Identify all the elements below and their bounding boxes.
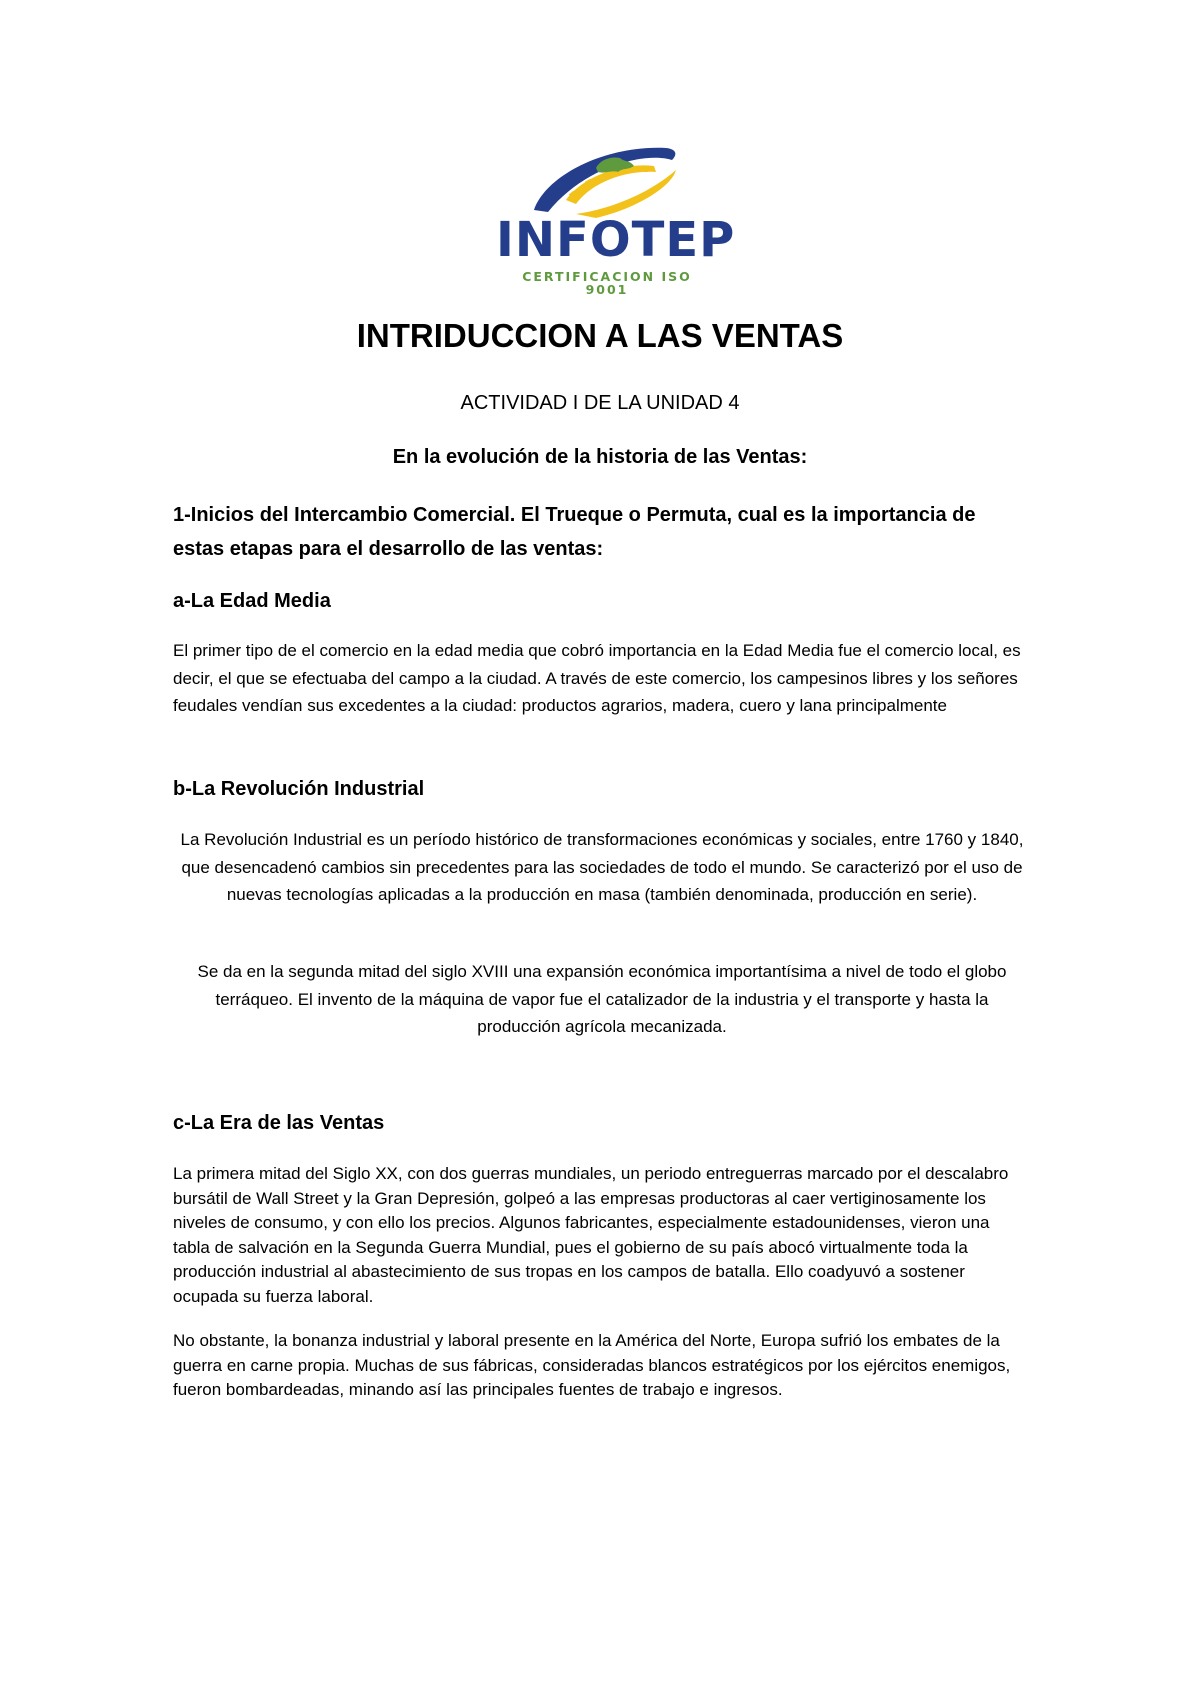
paragraph-era-ventas-1: La primera mitad del Siglo XX, con dos guerras mundiales, un periodo entreguerras marcado por el descalabro bursátil de Wall Street y la Gran Depresión, golpeó a las empresas productoras al caer vertiginosamente los niveles de consumo, y con ello los precios. Algunos fabricantes, especialmente estadounidenses, vieron una tabla de salvación en la Segunda Guerra Mundial, pues el gobierno de su país abocó virtualmente toda la producción industrial al abastecimiento de sus tropas en los campos de batalla. Ello coadyuvó a sostener ocupada su fuerza laboral. — [173, 1164, 1009, 1306]
document-title: INTRIDUCCION A LAS VENTAS — [356, 317, 844, 354]
infotep-logo — [496, 140, 736, 297]
paragraph-edad-media: El primer tipo de el comercio en la edad media que cobró importancia en la Edad Media fue el comercio local, es decir, el que se efectuaba del campo a la ciudad. A través de este comercio, los campesinos libres y los señores feudales vendían sus excedentes a la ciudad: productos agrarios, madera, cuero y lana principalmente — [173, 641, 1021, 715]
section-heading-edad-media: a-La Edad Media — [173, 590, 331, 612]
section-heading-era-ventas: c-La Era de las Ventas — [173, 1112, 385, 1134]
logo-brand-text: INFOTEP — [496, 212, 736, 268]
question-text: 1-Inicios del Intercambio Comercial. El Trueque o Permuta, cual es la importancia de estas etapas para el desarrollo de las ventas: — [173, 504, 976, 560]
paragraph-revolucion-2: Se da en la segunda mitad del siglo XVIII una expansión económica importantísima a nivel de todo el globo terráqueo. El invento de la máquina de vapor fue el catalizador de la industria y el transporte y hasta la producción agrícola mecanizada. — [197, 962, 1007, 1036]
paragraph-era-ventas-2: No obstante, la bonanza industrial y laboral presente en la América del Norte, Europa sufrió los embates de la guerra en carne propia. Muchas de sus fábricas, consideradas blancos estratégicos por los ejércitos enemigos, fueron bombardeadas, minando así las principales fuentes de trabajo e ingresos. — [173, 1331, 1011, 1399]
globe-swoosh-icon — [526, 140, 686, 220]
logo-certification-text: CERTIFICACION ISO 9001 — [522, 269, 692, 297]
section-heading-revolucion-industrial: b-La Revolución Industrial — [173, 778, 425, 800]
paragraph-revolucion-1: La Revolución Industrial es un período histórico de transformaciones económicas y sociales, entre 1760 y 1840, que desencadenó cambios sin precedentes para las sociedades de todo el mundo. Se caracterizó por el uso de nuevas tecnologías aplicadas a la producción en masa (también denominada, producción en serie). — [180, 830, 1024, 904]
activity-subtitle: ACTIVIDAD I DE LA UNIDAD 4 — [460, 392, 740, 414]
lead-statement: En la evolución de la historia de las Ventas: — [392, 446, 808, 468]
